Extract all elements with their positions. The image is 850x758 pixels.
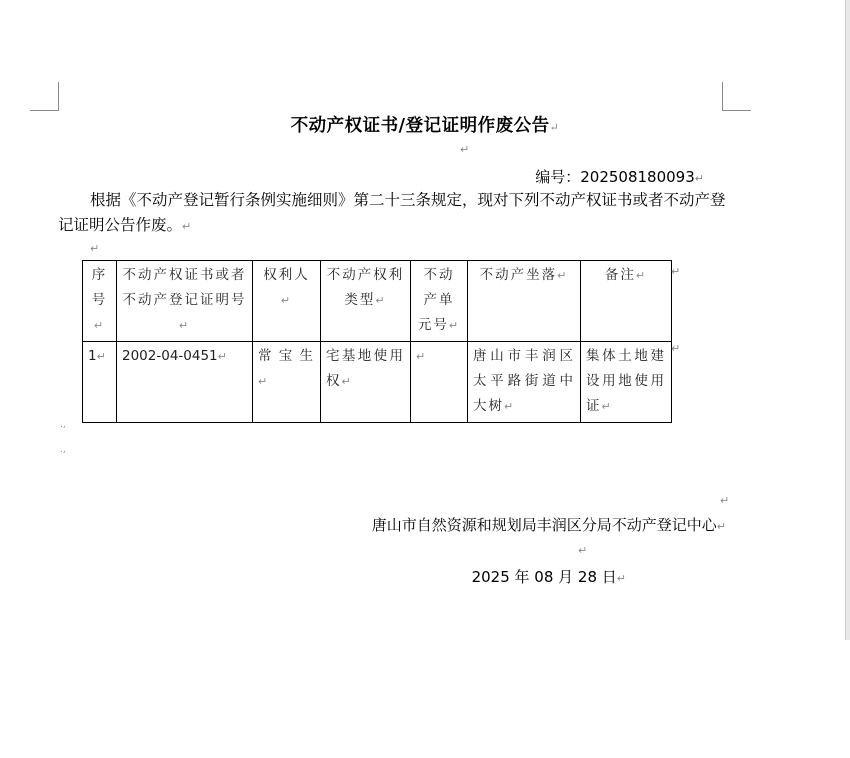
issue-date: 2025 年 08 月 28 日↵ [471,568,626,586]
paragraph-mark-icon: ↵ [182,220,192,233]
table-cell: 集体土地建设用地使用证↵ [581,342,672,423]
header-cell: 序号↵ [83,261,117,342]
header-cell: 不动产坐落↵ [468,261,581,342]
table-cell: 宅基地使用权↵ [321,342,411,423]
table-row [83,342,672,423]
paragraph-mark-icon: ↵ [90,242,100,255]
paragraph-mark-icon: ↵ [720,494,730,507]
row-end-mark-icon: ↵ [671,342,681,355]
paragraph-mark-icon: ↵ [578,544,588,557]
table-cell: 常宝生↵ [253,342,321,423]
paragraph-mark-icon: ., [60,420,66,430]
title-text: 不动产权证书/登记证明作废公告 [290,116,550,136]
paragraph-mark-icon: ↵ [694,172,704,185]
header-cell: 不动产单元号↵ [411,261,468,342]
table-cell: ↵ [411,342,468,423]
paragraph-mark-icon: ↵ [616,572,626,585]
margin-corner-top-right [722,82,751,111]
paragraph-mark-icon: ., [60,445,66,455]
paragraph-mark-icon: ↵ [716,520,726,533]
document-number [535,166,704,187]
table-cell: 2002-04-0451↵ [117,342,253,423]
row-end-mark-icon: ↵ [671,265,681,278]
table-cell: 唐山市丰润区太平路街道中大树↵ [468,342,581,423]
table-cell: 1↵ [83,342,117,423]
document-number-label: 编号： [535,168,581,186]
header-cell: 权利人↵ [253,261,321,342]
header-cell: 不动产权证书或者不动产登记证明号↵ [117,261,253,342]
paragraph-mark-icon: ↵ [549,121,560,134]
document-title [0,112,850,137]
notice-text: 根据《不动产登记暂行条例实施细则》第二十三条规定，现对下列不动产权证书或者不动产登记证明公告作废。 [58,191,726,234]
table-header-row [83,261,672,342]
issuing-authority: 唐山市自然资源和规划局丰润区分局不动产登记中心↵ [371,516,726,534]
document-number-value: 202508180093 [580,168,695,186]
notice-paragraph [58,188,728,239]
header-cell: 不动产权利类型↵ [321,261,411,342]
header-cell: 备注↵ [581,261,672,342]
margin-corner-top-left [30,82,59,111]
scrollbar[interactable] [845,0,850,640]
void-certificate-table [82,260,672,423]
paragraph-mark-icon: ↵ [460,143,470,156]
